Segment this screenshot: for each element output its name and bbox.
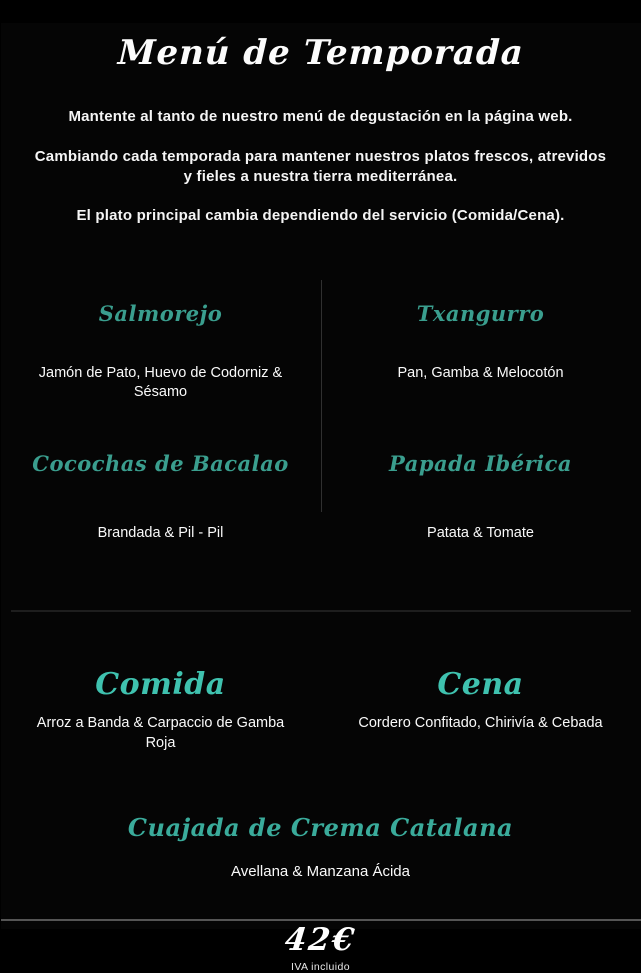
dish-name-cena: Cena xyxy=(437,666,524,702)
dish-description-txangurro: Pan, Gamba & Melocotón xyxy=(397,365,564,382)
dish-name-salmorejo: Salmorejo xyxy=(98,301,223,327)
starters-section xyxy=(1,278,641,558)
dish-description-papada: Patata & Tomate xyxy=(427,525,534,542)
intro-line-web: Mantente al tanto de nuestro menú de degustación en la página web. xyxy=(68,107,573,125)
price-section xyxy=(1,922,641,973)
dish-name-cuajada: Cuajada de Crema Catalana xyxy=(127,813,514,843)
dish-name-txangurro: Txangurro xyxy=(416,301,545,327)
mains-section xyxy=(1,642,641,767)
dish-description-comida: Arroz a Banda & Carpaccio de Gamba Roja xyxy=(36,715,285,751)
intro-line-service: El plato principal cambia dependiendo del servicio (Comida/Cena). xyxy=(76,206,565,224)
dish-description-cuajada: Avellana & Manzana Ácida xyxy=(230,863,410,881)
dish-name-comida: Comida xyxy=(95,666,226,702)
intro-line-season: Cambiando cada temporada para mantener nuestros platos frescos, atrevidos y fieles a nuestra tierra mediterránea. xyxy=(34,148,607,186)
bottom-edge-line xyxy=(1,919,641,921)
dish-description-cena: Cordero Confitado, Chirivía & Cebada xyxy=(358,715,603,732)
column-divider xyxy=(321,280,322,512)
intro-section xyxy=(1,107,641,226)
price-amount: 42€ xyxy=(283,921,358,958)
section-divider xyxy=(11,610,631,612)
price-tax-note: IVA incluido xyxy=(291,960,350,973)
menu-title: Menú de Temporada xyxy=(116,32,525,73)
dish-name-papada: Papada Ibérica xyxy=(388,451,573,477)
dish-name-cocochas: Cocochas de Bacalao xyxy=(32,451,289,477)
dish-description-salmorejo: Jamón de Pato, Huevo de Codorniz & Sésamo xyxy=(38,365,283,401)
dessert-section xyxy=(1,813,641,882)
dish-description-cocochas: Brandada & Pil - Pil xyxy=(97,525,224,542)
seasonal-menu-page xyxy=(1,23,641,973)
